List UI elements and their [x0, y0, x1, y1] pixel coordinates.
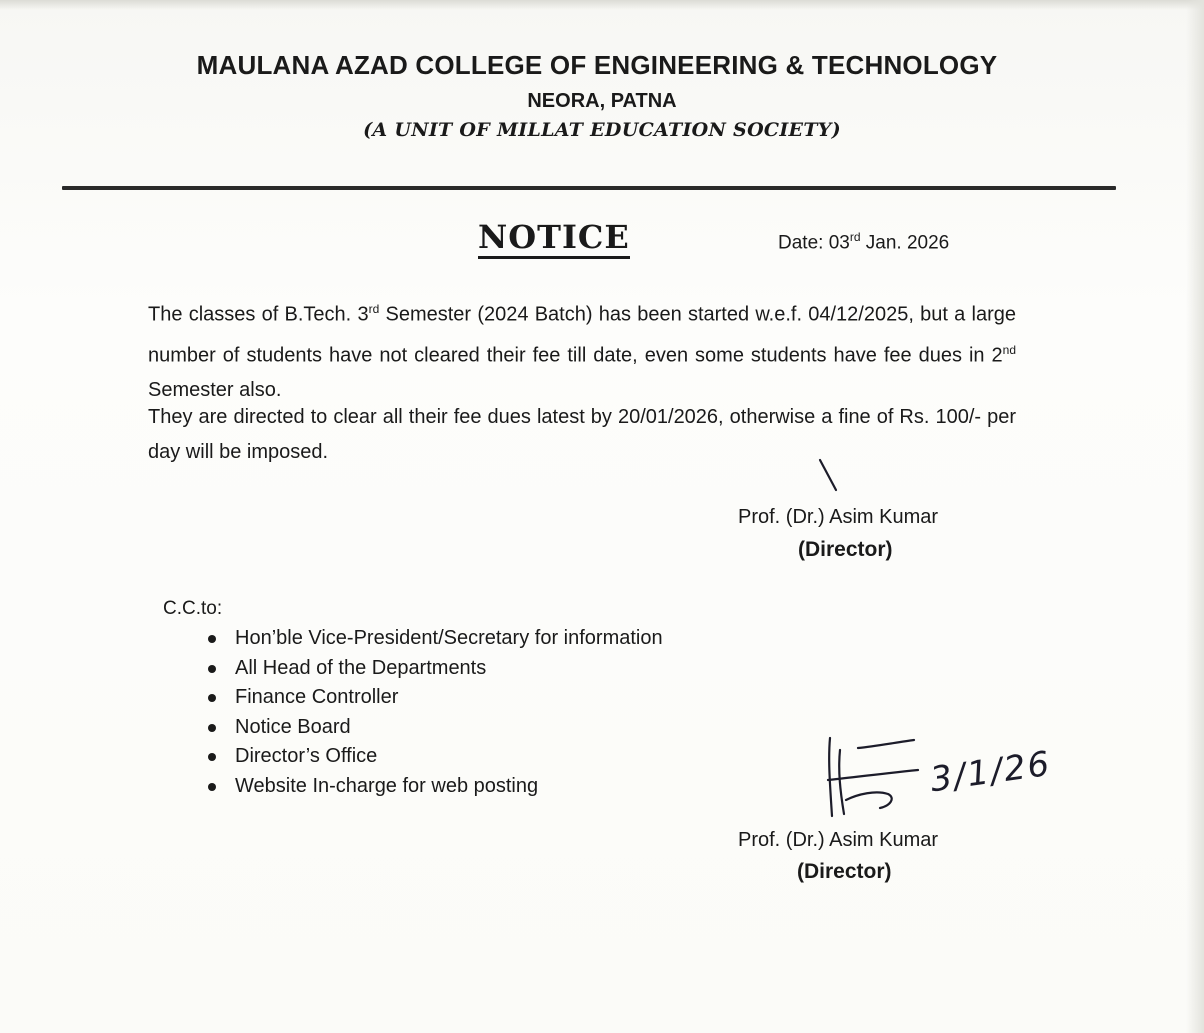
bullet-icon — [208, 694, 216, 702]
notice-paragraph-1 — [148, 292, 1016, 408]
cc-item-text: All Head of the Departments — [235, 656, 487, 679]
cc-list-item — [206, 772, 663, 802]
cc-item-text: Finance Controller — [235, 686, 399, 709]
bullet-icon — [208, 753, 216, 761]
date-rest: Jan. 2026 — [860, 232, 950, 254]
paper-top-edge — [0, 0, 1204, 10]
cc-item-text: Website In-charge for web posting — [235, 774, 539, 797]
cc-item-text: Notice Board — [235, 715, 351, 738]
cc-label: C.C.to: — [163, 598, 223, 619]
date-prefix: Date: 03 — [778, 232, 850, 254]
society-unit-line: (A UNIT OF MILLAT EDUCATION SOCIETY) — [363, 119, 841, 141]
p1-part-b: Semester (2024 Batch) has been started w.e.f. 04/12/2025, but a large number of students have not cleared their fee till date, even some students have fee dues in 2 — [148, 303, 1016, 367]
signatory-title-bottom: (Director) — [797, 860, 892, 883]
signatory-name-top: Prof. (Dr.) Asim Kumar — [738, 506, 939, 528]
cc-list — [206, 624, 663, 802]
p1-ordinal-2: nd — [1002, 342, 1016, 357]
signature-tick-mark — [810, 456, 850, 496]
bullet-icon — [208, 635, 216, 643]
cc-item-text: Hon’ble Vice-President/Secretary for information — [235, 627, 663, 649]
notice-title: NOTICE — [478, 220, 630, 259]
college-name: MAULANA AZAD COLLEGE OF ENGINEERING & TECHNOLOGY — [196, 50, 998, 80]
date-ordinal: rd — [849, 230, 861, 244]
paper-right-edge — [1186, 0, 1204, 1033]
notice-date — [778, 230, 949, 254]
bullet-icon — [208, 665, 216, 673]
bullet-icon — [208, 783, 216, 791]
notice-paragraph-2: They are directed to clear all their fee dues latest by 20/01/2026, otherwise a fine of Rs. 100/- per day will be imposed. — [148, 406, 1016, 463]
cc-list-item — [206, 683, 663, 713]
cc-list-item — [206, 624, 663, 654]
bullet-icon — [208, 724, 216, 732]
p1-part-a: The classes of B.Tech. 3 — [148, 303, 369, 326]
cc-list-item — [206, 742, 663, 772]
signatory-name-bottom: Prof. (Dr.) Asim Kumar — [738, 829, 939, 851]
p1-ordinal-1: rd — [368, 302, 380, 316]
college-location: NEORA, PATNA — [527, 90, 677, 112]
cc-list-item — [206, 713, 663, 743]
handwritten-date: 3/1/26 — [927, 743, 1054, 801]
p1-part-c: Semester also. — [148, 379, 282, 402]
signatory-title-top: (Director) — [798, 538, 893, 561]
cc-list-item — [206, 654, 663, 684]
header-divider — [62, 186, 1116, 190]
cc-item-text: Director’s Office — [235, 745, 378, 768]
